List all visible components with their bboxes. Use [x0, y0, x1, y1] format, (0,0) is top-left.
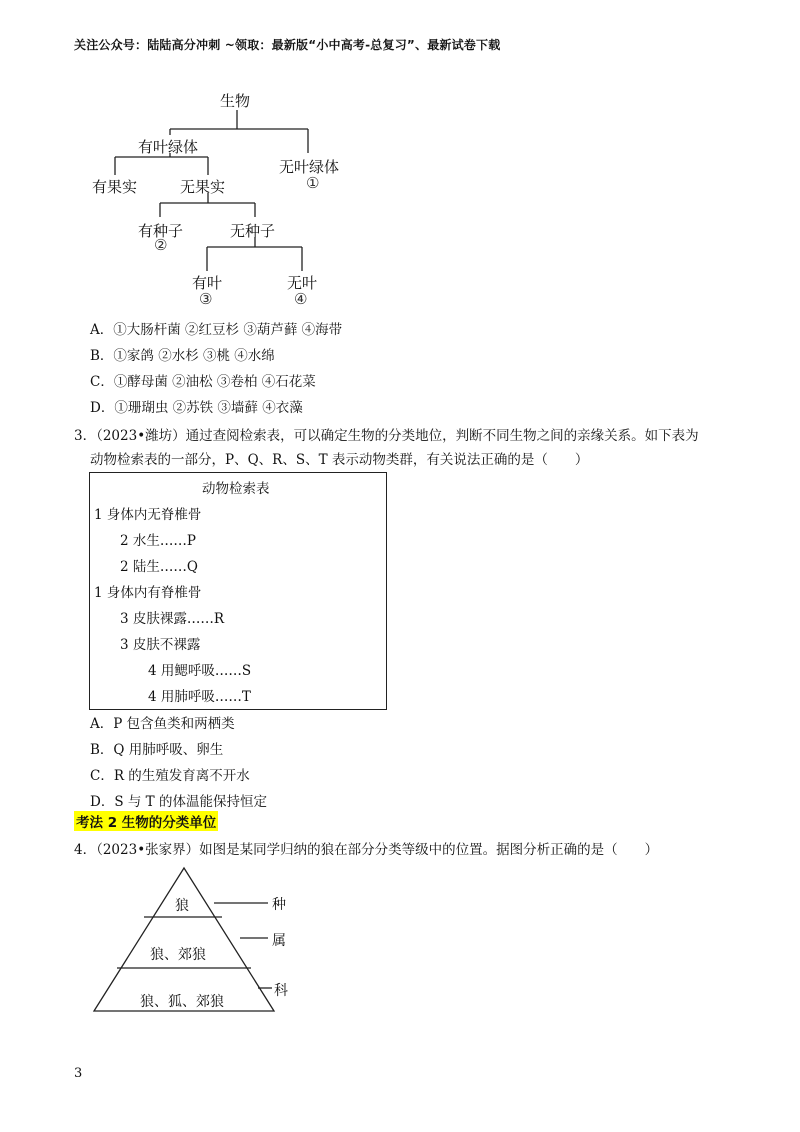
key-row: 1 身体内无脊椎骨 — [94, 507, 202, 523]
rank-species-label: 种 — [272, 897, 286, 913]
key-row: 3 皮肤不裸露 — [120, 637, 201, 653]
rank-genus-label: 属 — [272, 933, 286, 949]
q3-option-c: C．R 的生殖发育离不开水 — [90, 768, 250, 784]
tree-node-leaf: 有叶 — [192, 274, 223, 292]
q3-option-a: A．P 包含鱼类和两栖类 — [90, 716, 235, 732]
circle-label-4: ④ — [294, 290, 308, 308]
key-row: 3 皮肤裸露……R — [120, 611, 225, 627]
circle-label-1: ① — [306, 174, 320, 192]
tree-node-no-seed: 无种子 — [230, 222, 276, 240]
page-header: 关注公众号：陆陆高分冲刺 ~领取：最新版“小中高考-总复习”、最新试卷下载 — [74, 38, 501, 52]
rank-family-label: 科 — [274, 983, 288, 999]
tree-node-no-chlorophyll: 无叶绿体 — [279, 158, 340, 176]
q3-option-b: B．Q 用肺呼吸、卵生 — [90, 742, 224, 758]
classification-tree-lines — [80, 85, 380, 315]
pyramid-level-species: 狼 — [175, 898, 189, 914]
q2-option-b: B．①家鸽 ②水杉 ③桃 ④水绵 — [90, 348, 275, 364]
q4-stem: 4．（2023•张家界）如图是某同学归纳的狼在部分分类等级中的位置。据图分析正确的是（ ） — [74, 842, 659, 858]
key-row: 4 用肺呼吸……T — [148, 689, 251, 705]
tree-node-seed: 有种子 — [138, 222, 184, 240]
key-title: 动物检索表 — [202, 481, 270, 497]
key-row: 4 用鳃呼吸……S — [148, 663, 252, 679]
q3-option-d: D．S 与 T 的体温能保持恒定 — [90, 794, 267, 810]
q3-stem-line1: 3．（2023•潍坊）通过查阅检索表，可以确定生物的分类地位，判断不同生物之间的亲缘关系。如下表为 — [74, 428, 699, 444]
key-row: 2 陆生……Q — [120, 559, 198, 575]
pyramid-level-family: 狼、狐、郊狼 — [140, 994, 224, 1010]
circle-label-3: ③ — [199, 290, 213, 308]
section-title: 考法 2 生物的分类单位 — [74, 811, 218, 831]
key-row: 1 身体内有脊椎骨 — [94, 585, 202, 601]
q3-stem-line2: 动物检索表的一部分，P、Q、R、S、T 表示动物类群，有关说法正确的是（ ） — [90, 452, 589, 468]
q2-option-a: A．①大肠杆菌 ②红豆杉 ③葫芦藓 ④海带 — [90, 322, 343, 338]
key-row: 2 水生……P — [120, 533, 196, 549]
pyramid-level-genus: 狼、郊狼 — [150, 947, 206, 963]
tree-node-fruit: 有果实 — [92, 178, 138, 196]
tree-node-no-leaf: 无叶 — [287, 274, 318, 292]
q2-option-d: D．①珊瑚虫 ②苏铁 ③墙藓 ④衣藻 — [90, 400, 303, 416]
tree-node-no-fruit: 无果实 — [180, 178, 226, 196]
tree-root: 生物 — [220, 92, 251, 110]
q2-option-c: C．①酵母菌 ②油松 ③卷柏 ④石花菜 — [90, 374, 316, 390]
circle-label-2: ② — [154, 236, 168, 254]
tree-node-chlorophyll: 有叶绿体 — [138, 138, 199, 156]
animal-key-table — [89, 472, 387, 710]
page-number: 3 — [74, 1066, 83, 1081]
